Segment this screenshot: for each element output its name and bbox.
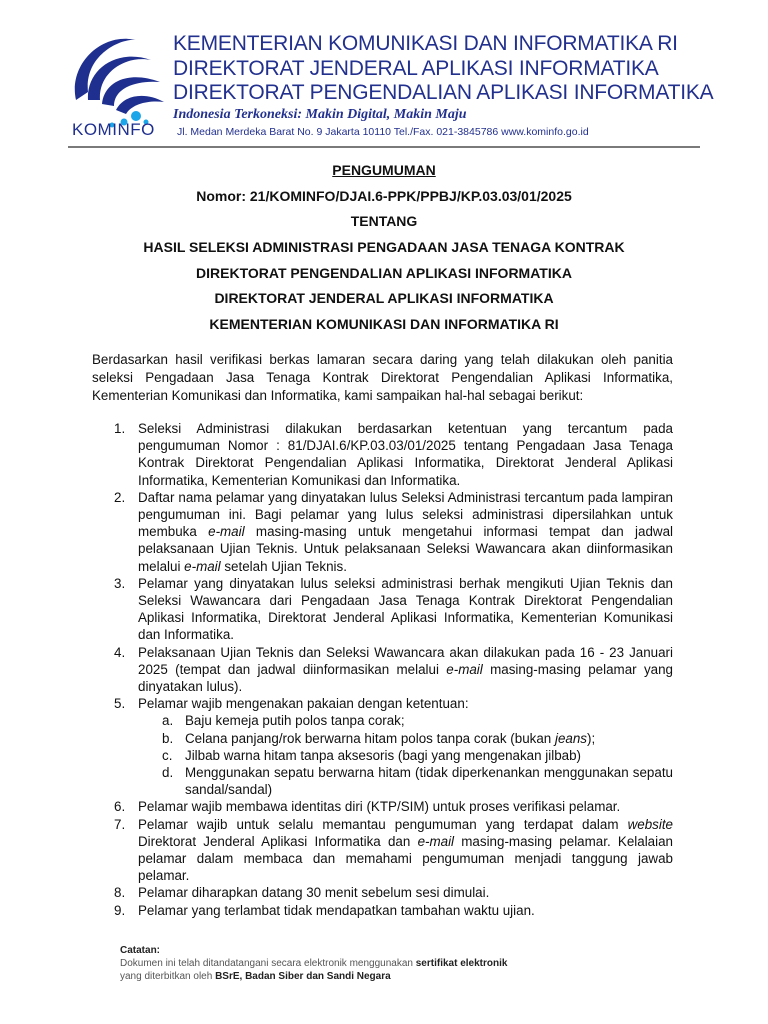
letterhead-ministry: KEMENTERIAN KOMUNIKASI DAN INFORMATIKA RI <box>173 32 678 55</box>
sublist-item <box>138 712 673 729</box>
item-text: masing-masing untuk mengetahui informasi tempat dan jadwal pelaksanaan Ujian Teknis. Untuk pelaksanaan Seleksi Wawancara akan diinformasikan melalui <box>138 524 673 574</box>
announcement-subject-3: DIREKTORAT JENDERAL APLIKASI INFORMATIKA <box>214 290 554 307</box>
item-text: Daftar nama pelamar yang dinyatakan lulus Seleksi Administrasi tercantum pada lampiran pengumuman ini. Bagi pelamar yang lulus seleksi administrasi dipersilahkan untuk membuka <box>138 489 673 540</box>
list-item <box>92 489 673 575</box>
sub-letter: c. <box>162 747 173 763</box>
item-text: Pelaksanaan Ujian Teknis dan Seleksi Wawancara akan dilakukan pada 16 - 23 Januari 2025 (tempat dan jadwal diinformasikan melalui <box>138 644 673 677</box>
item-text: masing-masing pelamar. Kelalaian pelamar dalam membaca dan memahami pengumuman menjadi tanggung jawab pelamar. <box>138 833 673 884</box>
item-text-italic: website <box>627 816 673 832</box>
note-line-2 <box>120 970 507 983</box>
announcement-subject-2: DIREKTORAT PENGENDALIAN APLIKASI INFORMATIKA <box>196 264 572 281</box>
letterhead-tagline: Indonesia Terkoneksi: Makin Digital, Makin Maju <box>173 107 467 122</box>
sub-text-italic: jeans <box>554 730 587 746</box>
signature-note <box>120 944 507 983</box>
note-text: Dokumen ini telah ditandatangani secara elektronik menggunakan <box>120 958 416 969</box>
item-text-italic: e-mail <box>417 833 455 849</box>
item-text-italic: e-mail <box>446 661 483 677</box>
announcement-heading: PENGUMUMAN <box>332 162 436 178</box>
item-number: 8. <box>114 885 126 901</box>
list-item <box>92 902 673 919</box>
list-item <box>92 695 673 798</box>
item-number: 1. <box>114 421 126 436</box>
item-text-italic: e-mail <box>208 524 245 540</box>
note-line-1 <box>120 957 507 970</box>
sub-text: Celana panjang/rok berwarna hitam polos tanpa corak (bukan <box>185 730 555 746</box>
list-item <box>92 816 673 885</box>
item-number: 6. <box>114 799 126 815</box>
item-number: 3. <box>114 575 126 591</box>
sublist-item <box>138 730 673 747</box>
list-item <box>92 644 673 696</box>
item-number: 7. <box>114 816 126 832</box>
note-text-bold: BSrE, Badan Siber dan Sandi Negara <box>215 971 391 982</box>
list-item <box>92 575 673 644</box>
announcement-number: Nomor: 21/KOMINFO/DJAI.6-PPK/PPBJ/KP.03.03/01/2025 <box>196 187 572 204</box>
item-number: 4. <box>114 644 126 660</box>
announcement-subject-4: KEMENTERIAN KOMUNIKASI DAN INFORMATIKA RI <box>209 316 559 333</box>
item-number: 2. <box>114 489 126 505</box>
item-text: Pelamar wajib mengenakan pakaian dengan ketentuan: <box>138 696 469 712</box>
note-label: Catatan: <box>120 945 161 956</box>
item-number: 9. <box>114 902 126 918</box>
note-text-bold: sertifikat elektronik <box>415 958 508 969</box>
sub-text: Jilbab warna hitam tanpa aksesoris (bagi yang mengenakan jilbab) <box>185 747 581 763</box>
item-number: 5. <box>114 696 126 712</box>
letterhead-directorate: DIREKTORAT PENGENDALIAN APLIKASI INFORMATIKA <box>173 81 714 104</box>
announcement-about: TENTANG <box>350 213 418 230</box>
note-text: yang diterbitkan oleh <box>120 971 216 982</box>
list-item <box>92 884 673 901</box>
provisions-list <box>92 420 673 919</box>
item-text: masing-masing pelamar yang dinyatakan lulus). <box>138 661 673 695</box>
item-text: setelah Ujian Teknis. <box>220 558 347 574</box>
sub-letter: d. <box>162 765 174 781</box>
item-text: Pelamar wajib membawa identitas diri (KTP/SIM) untuk proses verifikasi pelamar. <box>138 799 621 815</box>
letterhead-address: Jl. Medan Merdeka Barat No. 9 Jakarta 10110 Tel./Fax. 021-3845786 www.kominfo.go.id <box>177 126 589 138</box>
letterhead-divider <box>68 146 700 148</box>
letterhead-directorate-general: DIREKTORAT JENDERAL APLIKASI INFORMATIKA <box>173 57 659 80</box>
intro-paragraph: Berdasarkan hasil verifikasi berkas lamaran secara daring yang telah dilakukan oleh panitia seleksi Pengadaan Jasa Tenaga Kontrak Direktorat Pengendalian Aplikasi Informatika, Kementerian Komunikasi dan Informatika, kami sampaikan hal-hal sebagai berikut: <box>92 352 673 403</box>
sublist-item <box>138 747 673 764</box>
item-text: Pelamar yang dinyatakan lulus seleksi administrasi berhak mengikuti Ujian Teknis dan Seleksi Wawancara dari Pengadaan Jasa Tenaga Kontrak Direktorat Pengendalian Aplikasi Informatika, Direktorat Jenderal Aplikasi Informatika, Kementerian Komunikasi dan Informatika. <box>138 575 673 643</box>
sub-text: Menggunakan sepatu berwarna hitam (tidak diperkenankan menggunakan sepatu sandal/sandal) <box>185 765 673 798</box>
list-item <box>92 420 673 489</box>
item-text-italic: e-mail <box>184 558 221 574</box>
announcement-subject-1: HASIL SELEKSI ADMINISTRASI PENGADAAN JASA TENAGA KONTRAK <box>143 239 625 256</box>
item-text: Pelamar yang terlambat tidak mendapatkan tambahan waktu ujian. <box>138 902 535 918</box>
item-text: Pelamar wajib untuk selalu memantau pengumuman yang terdapat dalam <box>138 816 628 832</box>
sub-letter: b. <box>162 730 174 746</box>
sub-letter: a. <box>162 713 174 729</box>
sublist-item <box>138 764 673 798</box>
dress-code-sublist <box>138 712 673 798</box>
logo-wordmark: KOMINFO <box>72 120 155 139</box>
item-text: Seleksi Administrasi dilakukan berdasarkan ketentuan yang tercantum pada pengumuman Nomor : 81/DJAI.6/KP.03.03/01/2025 tentang Pengadaan Jasa Tenaga Kontrak Direktorat Pengendalian Aplikasi Informatika, Direktorat Jenderal Aplikasi Informatika, Kementerian Komunikasi dan Informatika. <box>138 421 673 488</box>
list-item <box>92 798 673 815</box>
sub-text: Baju kemeja putih polos tanpa corak; <box>185 713 405 729</box>
sub-text: ); <box>586 730 596 746</box>
item-text: Pelamar diharapkan datang 30 menit sebelum sesi dimulai. <box>138 885 490 901</box>
letterhead <box>0 0 768 150</box>
announcement-title-block <box>60 161 708 341</box>
item-text: Direktorat Jenderal Aplikasi Informatika dan <box>138 833 418 849</box>
